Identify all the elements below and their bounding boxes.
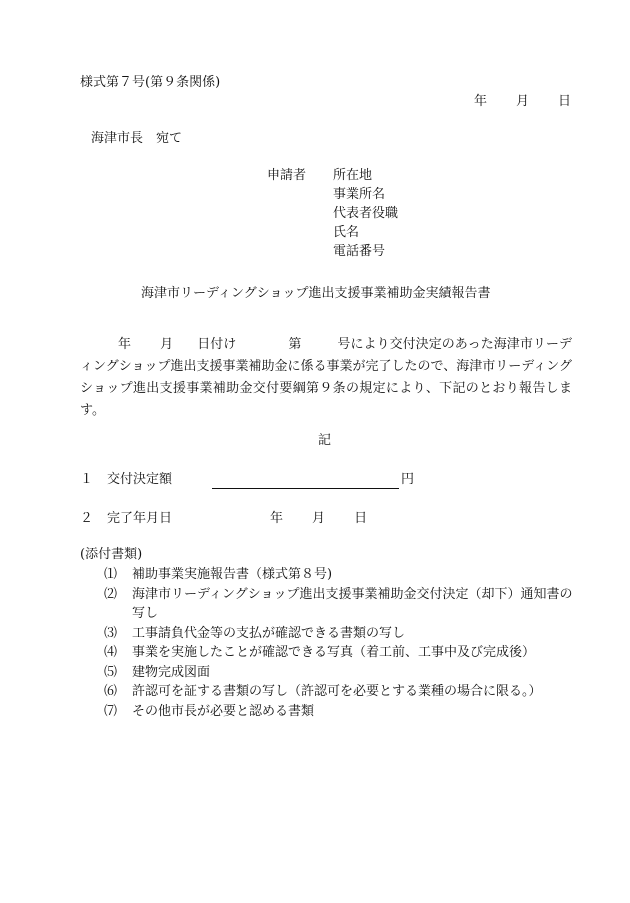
applicant-label: 申請者 [267, 168, 307, 183]
attachment-number: ⑷ [104, 645, 118, 660]
attachments-list [104, 565, 574, 721]
attachment-item [104, 643, 574, 663]
date-line [474, 92, 571, 111]
attachment-item [104, 565, 574, 585]
attachment-item [104, 682, 574, 702]
attachment-item [104, 585, 574, 624]
amount-blank-line [212, 475, 399, 489]
item2-row [80, 509, 367, 528]
document-title: 海津市リーディングショップ進出支援事業補助金実績報告書 [141, 286, 491, 301]
item1-row [80, 470, 414, 489]
attachment-number: ⑹ [104, 684, 118, 699]
attachment-item [104, 702, 574, 722]
attachment-number: ⑴ [104, 567, 118, 582]
body-paragraph [80, 334, 572, 422]
body-year: 年 [118, 337, 132, 352]
date-day: 日 [558, 94, 572, 109]
attachment-text: 事業を実施したことが確認できる写真（着工前、工事中及び完成後） [132, 645, 536, 660]
date-year: 年 [474, 94, 488, 109]
item2-month: 月 [312, 511, 326, 526]
applicant-name-label: 氏名 [333, 225, 360, 240]
attachment-text: その他市長が必要と認める書類 [132, 703, 315, 719]
attachment-text: 補助事業実施報告書（様式第８号) [132, 567, 333, 582]
form-label: 様式第７号(第９条関係) [80, 75, 221, 90]
applicant-phone-label: 電話番号 [333, 244, 386, 259]
attachment-text: 海津市リーディングショップ進出支援事業補助金交付決定（却下）通知書の写し [132, 586, 573, 621]
attachment-text: 許認可を証する書類の写し（許認可を必要とする業種の場合に限る。） [132, 684, 542, 699]
body-month: 月 [160, 337, 174, 352]
attachment-item [104, 663, 574, 683]
applicant-representative-title-label: 代表者役職 [333, 206, 399, 221]
body-dai: 第 [288, 337, 302, 352]
item1-number: １ [80, 472, 94, 487]
item2-year: 年 [270, 511, 284, 526]
applicant-business-name-label: 事業所名 [333, 187, 386, 202]
attachment-text: 建物完成図面 [132, 664, 211, 680]
ki-heading: 記 [318, 433, 332, 448]
attachment-number: ⑶ [104, 625, 118, 641]
item1-unit: 円 [401, 472, 415, 487]
attachments-heading: (添付書類) [80, 547, 143, 562]
attachment-number: ⑵ [104, 586, 118, 602]
attachment-number: ⑸ [104, 664, 118, 680]
date-month: 月 [516, 94, 530, 109]
item2-day: 日 [354, 511, 368, 526]
applicant-address-label: 所在地 [333, 168, 373, 183]
item2-label: 完了年月日 [107, 511, 173, 526]
item1-label: 交付決定額 [107, 472, 173, 487]
item2-number: ２ [80, 511, 94, 526]
body-dated: 日付け [197, 337, 237, 352]
attachment-item [104, 624, 574, 644]
body-text: 号により交付決定のあった海津市リーディングショップ進出支援事業補助金に係る事業が完了したので、海津市リーディングショップ進出支援事業補助金交付要綱第９条の規定により、下記のとおり報告します。 [80, 337, 572, 418]
addressee: 海津市長 宛て [91, 131, 183, 146]
attachment-text: 工事請負代金等の支払が確認できる書類の写し [132, 625, 406, 641]
attachment-number: ⑺ [104, 703, 118, 719]
